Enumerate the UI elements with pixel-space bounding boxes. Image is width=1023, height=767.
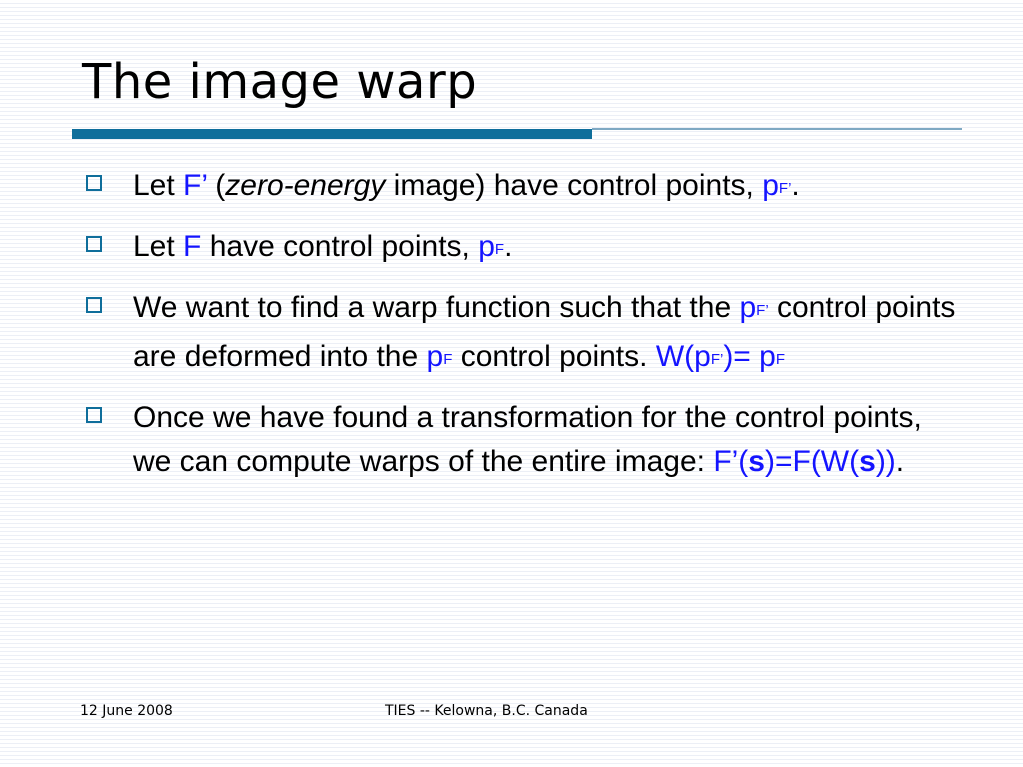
math-expression: )= p — [723, 340, 776, 373]
footer-date: 12 June 2008 — [80, 703, 173, 719]
math-subscript: F’ — [778, 180, 792, 197]
bullet-text: control points. — [452, 340, 656, 373]
math-expression: W(p — [655, 340, 711, 373]
math-symbol: p — [478, 230, 495, 263]
slide-title: The image warp — [82, 54, 478, 110]
bullet-item-1 — [86, 164, 966, 213]
bullet-item-3 — [86, 286, 966, 384]
bullet-text: . — [504, 230, 513, 263]
square-bullet-icon — [86, 407, 102, 423]
math-subscript: F — [494, 241, 505, 258]
math-symbol: p — [762, 169, 779, 202]
bullet-text: Let — [133, 230, 184, 263]
math-expression: F’( — [713, 445, 749, 478]
bullet-list — [86, 164, 966, 496]
math-subscript: F — [443, 351, 453, 368]
math-symbol: p — [739, 291, 757, 324]
math-expression: )=F(W( — [764, 445, 860, 478]
bullet-text: have control points, — [201, 230, 479, 263]
math-subscript: F’ — [710, 351, 724, 368]
square-bullet-icon — [86, 236, 102, 252]
math-symbol: F’ — [183, 169, 207, 202]
square-bullet-icon — [86, 297, 102, 313]
math-variable: s — [859, 445, 876, 478]
math-symbol: p — [426, 340, 444, 373]
title-underline-thin — [592, 128, 962, 130]
bullet-text: Once we have found a transformation for the control points, we can compute warps of the entire image: — [133, 401, 922, 478]
bullet-text: . — [791, 169, 800, 202]
bullet-item-2 — [86, 225, 966, 274]
math-expression: )) — [875, 445, 896, 478]
bullet-text: We want to find a warp function such that the — [133, 291, 740, 324]
emphasis-text: zero-energy — [225, 169, 386, 202]
bullet-item-4 — [86, 396, 966, 484]
bullet-text: . — [895, 445, 905, 478]
bullet-text: ( — [206, 169, 226, 202]
footer-event: TIES -- Kelowna, B.C. Canada — [385, 703, 588, 719]
math-variable: s — [748, 445, 765, 478]
math-subscript: F — [775, 351, 786, 368]
bullet-text: image) have control points, — [385, 169, 763, 202]
math-symbol: F — [183, 230, 202, 263]
bullet-text: Let — [133, 169, 184, 202]
square-bullet-icon — [86, 175, 102, 191]
bullet-text: control points are deformed into the — [133, 291, 956, 373]
math-subscript: F’ — [756, 302, 769, 319]
title-underline-thick — [72, 129, 592, 139]
